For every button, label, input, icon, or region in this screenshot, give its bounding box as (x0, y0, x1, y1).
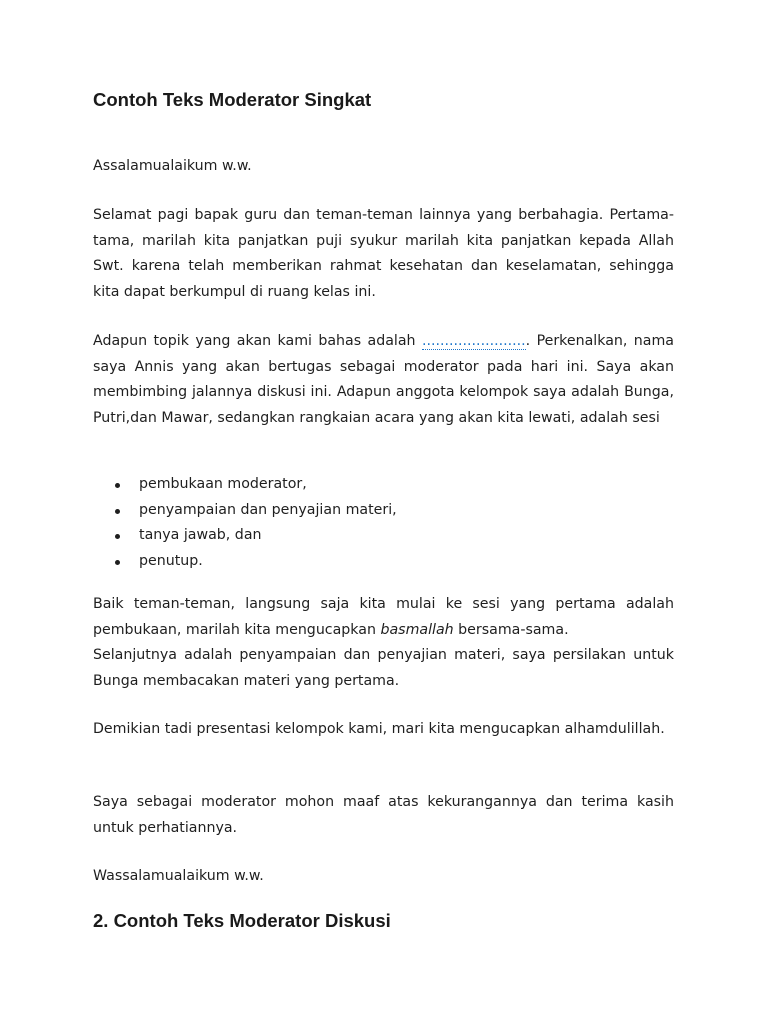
opening-paragraph: Selamat pagi bapak guru dan teman-teman lainnya yang berbahagia. Pertama-tama, marilah kita panjatkan puji syukur marilah kita panjatkan kepada Allah Swt. karena telah memberikan rahmat kesehatan dan keselamatan, sehingga kita dapat berkumpul di ruang kelas ini. (93, 207, 674, 300)
agenda-item-label: penyampaian dan penyajian materi, (139, 501, 397, 518)
agenda-item-label: penutup. (139, 552, 203, 569)
closing-presentation-paragraph: Demikian tadi presentasi kelompok kami, mari kita mengucapkan alhamdulillah. (93, 721, 665, 737)
session-start-paragraph (93, 592, 674, 643)
next-section-heading: 2. Contoh Teks Moderator Diskusi (93, 910, 391, 931)
bullet-icon (115, 534, 120, 539)
list-item (93, 549, 397, 575)
closing-greeting-text: Wassalamualaikum w.w. (93, 868, 264, 884)
apology-paragraph: Saya sebagai moderator mohon maaf atas kekurangannya dan terima kasih untuk perhatiannya. (93, 794, 674, 836)
list-item (93, 498, 397, 524)
page-title: Contoh Teks Moderator Singkat (93, 89, 372, 110)
agenda-list (93, 472, 397, 574)
greeting-text: Assalamualaikum w.w. (93, 158, 252, 174)
basmallah-text: basmallah (380, 621, 454, 638)
topic-placeholder-link[interactable]: ....................... (421, 333, 526, 349)
session-start-text: Baik teman-teman, langsung saja kita mulai ke sesi yang pertama adalah pembukaan, marilah kita mengucapkan (93, 596, 674, 638)
list-item (93, 523, 397, 549)
topic-continuation-text: . Perkenalkan, nama saya Annis yang akan bertugas sebagai moderator pada hari ini. Saya akan membimbing jalannya diskusi ini. Adapun anggota kelompok saya adalah Bunga, Putri,dan Mawar, sedangkan rangkaian acara yang akan kita lewati, adalah sesi (93, 333, 674, 426)
list-item (93, 472, 397, 498)
session-start-end-text: bersama-sama. (453, 621, 569, 638)
bullet-icon (115, 509, 120, 514)
bullet-icon (115, 560, 120, 565)
topic-paragraph (93, 329, 674, 431)
material-paragraph: Selanjutnya adalah penyampaian dan penyajian materi, saya persilakan untuk Bunga membacakan materi yang pertama. (93, 647, 674, 689)
bullet-icon (115, 483, 120, 488)
topic-intro-text: Adapun topik yang akan kami bahas adalah (93, 333, 422, 349)
agenda-item-label: pembukaan moderator, (139, 476, 307, 492)
agenda-item-label: tanya jawab, dan (139, 527, 262, 543)
